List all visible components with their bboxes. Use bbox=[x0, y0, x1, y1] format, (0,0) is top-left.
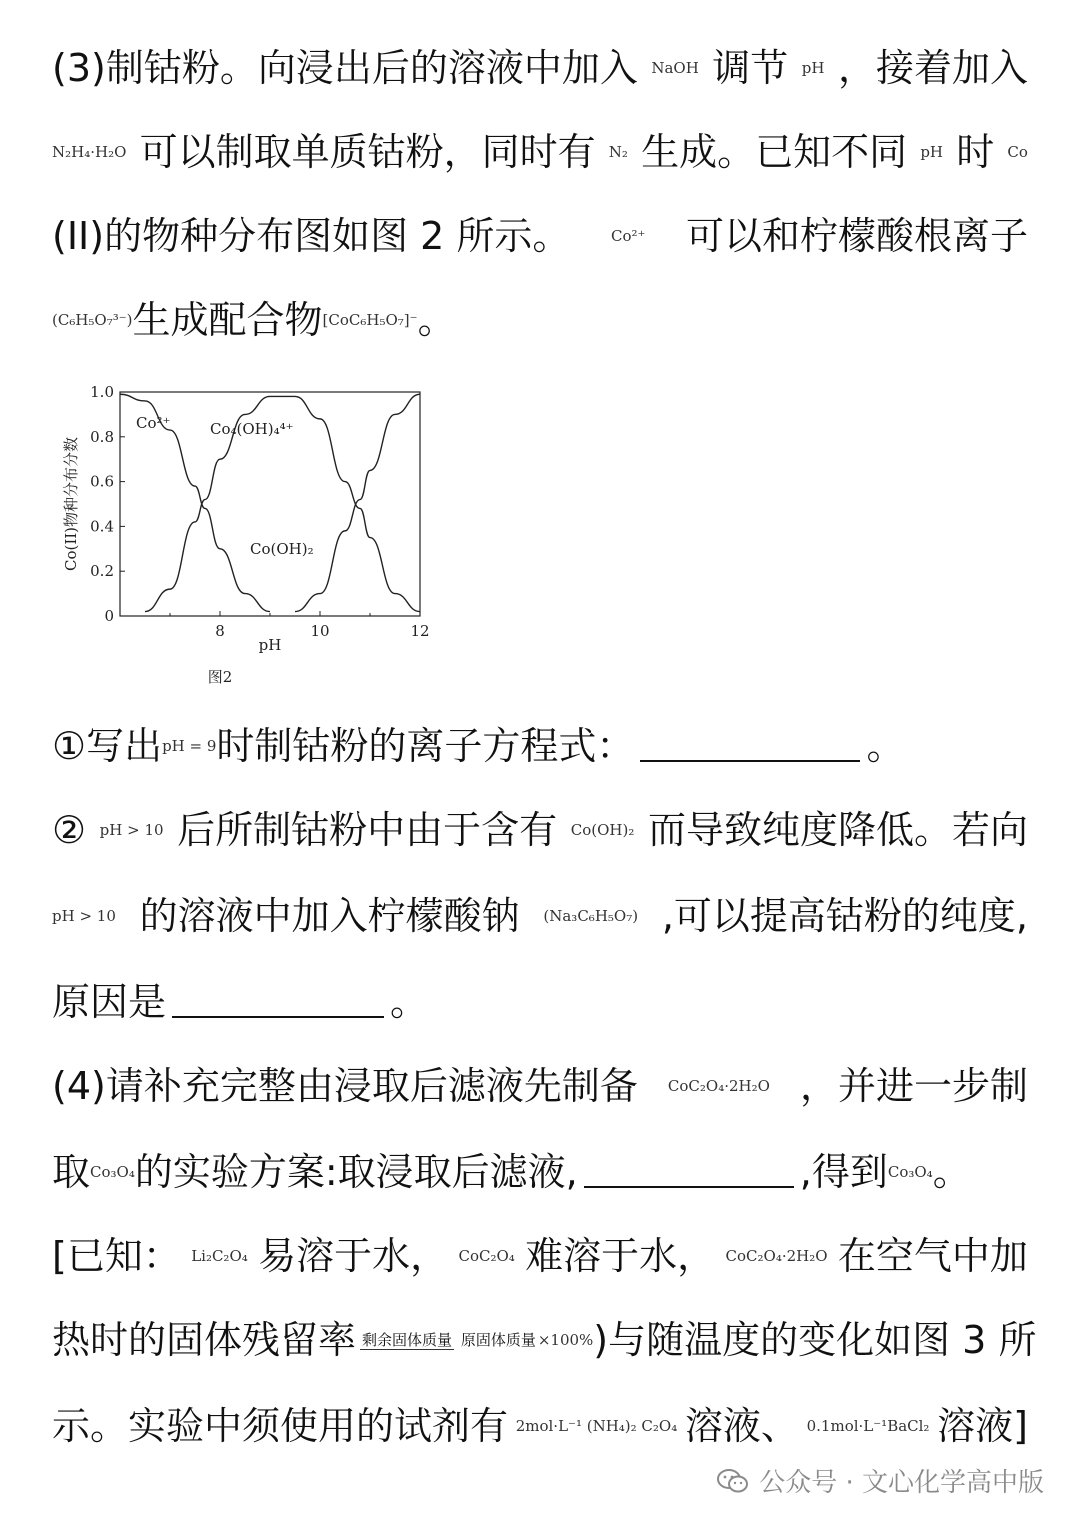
text-segment: 的实验方案:取浸取后滤液, bbox=[134, 1150, 578, 1194]
y-tick-label: 0.8 bbox=[90, 427, 114, 446]
formula: pH > 10 bbox=[52, 907, 116, 925]
y-tick-label: 1.0 bbox=[90, 383, 114, 401]
series-label-co2plus: Co²⁺ bbox=[136, 414, 171, 432]
text-segment: ,可以提高钴粉的纯度, bbox=[661, 894, 1028, 938]
fraction-denominator: 原固体质量 bbox=[460, 1330, 536, 1349]
answer-blank[interactable] bbox=[172, 986, 384, 1018]
formula: CoC₂O₄ bbox=[458, 1247, 515, 1265]
question-4-line-3 bbox=[52, 1226, 1028, 1286]
text-segment: 示。实验中须使用的试剂有 bbox=[52, 1404, 509, 1448]
x-axis-label: pH bbox=[258, 636, 282, 654]
formula: pH > 10 bbox=[99, 821, 164, 839]
question-2-line-2 bbox=[52, 886, 1028, 946]
text-segment: ，并进一步制 bbox=[799, 1064, 1028, 1108]
question-4-line-2 bbox=[52, 1142, 1028, 1202]
text-segment: 时制钴粉的离子方程式： bbox=[216, 724, 635, 768]
formula: CoC₂O₄·2H₂O bbox=[725, 1247, 828, 1265]
text-line-3 bbox=[52, 206, 1028, 266]
text-segment: 。 bbox=[932, 1150, 971, 1194]
text-segment: 生成配合物 bbox=[132, 298, 323, 342]
y-tick-label: 0 bbox=[104, 607, 114, 625]
text-segment: 在空气中加 bbox=[837, 1234, 1028, 1278]
text-segment: 。 bbox=[417, 298, 456, 342]
text-line-4 bbox=[52, 290, 1028, 350]
text-segment: ,得到 bbox=[799, 1150, 888, 1194]
text-segment: ①写出 bbox=[52, 724, 163, 768]
y-axis-label: Co(II)物种分布分数 bbox=[62, 436, 80, 572]
y-tick-label: 0.2 bbox=[90, 562, 114, 581]
formula: N₂H₄·H₂O bbox=[52, 143, 127, 161]
text-segment: 难溶于水， bbox=[525, 1234, 716, 1278]
watermark-text: 公众号 · 文心化学高中版 bbox=[759, 1468, 1044, 1498]
formula: Co₃O₄ bbox=[887, 1163, 933, 1181]
text-segment: [已知： bbox=[52, 1234, 181, 1278]
y-tick-label: 0.4 bbox=[90, 517, 114, 536]
text-segment: 溶液、 bbox=[684, 1404, 799, 1448]
wechat-icon bbox=[717, 1468, 749, 1494]
question-2-line-1 bbox=[52, 800, 1028, 860]
formula: Li₂C₂O₄ bbox=[191, 1247, 248, 1265]
answer-blank[interactable] bbox=[640, 730, 860, 762]
question-2-line-3 bbox=[52, 972, 1028, 1032]
formula: pH bbox=[920, 143, 944, 161]
formula: N₂ bbox=[608, 143, 628, 161]
text-segment: 而导致纯度降低。若向 bbox=[647, 808, 1028, 852]
fraction-numerator: 剩余固体质量 bbox=[362, 1330, 453, 1349]
text-line-2 bbox=[52, 122, 1028, 182]
question-4-line-4 bbox=[52, 1310, 1037, 1370]
text-segment: (II)的物种分布图如图 2 所示。 bbox=[52, 214, 571, 258]
y-tick-label: 0.6 bbox=[90, 472, 114, 491]
question-4-line-1 bbox=[52, 1056, 1028, 1116]
watermark bbox=[717, 1462, 1044, 1499]
text-segment: 调节 bbox=[712, 46, 789, 90]
formula: (C₆H₅O₇³⁻) bbox=[52, 311, 133, 329]
formula: [CoC₆H₅O₇]⁻ bbox=[322, 311, 418, 329]
series-line bbox=[295, 394, 420, 611]
text-segment: (4)请补充完整由浸取后滤液先制备 bbox=[52, 1064, 638, 1108]
formula: pH = 9 bbox=[162, 737, 217, 755]
text-segment: ，接着加入 bbox=[837, 46, 1028, 90]
formula: (Na₃C₆H₅O₇) bbox=[543, 907, 639, 925]
text-segment: )与随温度的变化如图 3 所 bbox=[593, 1318, 1037, 1362]
answer-blank[interactable] bbox=[584, 1156, 794, 1188]
x-tick-label: 12 bbox=[410, 622, 430, 640]
formula: Co(OH)₂ bbox=[570, 821, 635, 839]
text-segment: 易溶于水， bbox=[258, 1234, 449, 1278]
text-segment: 生成。已知不同 bbox=[641, 130, 908, 174]
x-tick-label: 10 bbox=[310, 622, 330, 640]
text-segment: 时 bbox=[956, 130, 995, 174]
text-segment: 可以制取单质钴粉，同时有 bbox=[139, 130, 596, 174]
formula: Co₃O₄ bbox=[90, 1163, 135, 1181]
text-segment: 溶液] bbox=[937, 1404, 1028, 1448]
text-segment: 。 bbox=[390, 980, 429, 1024]
formula: NaOH bbox=[651, 59, 699, 77]
text-segment: ② bbox=[52, 808, 87, 852]
text-segment: 后所制钴粉中由于含有 bbox=[177, 808, 558, 852]
fraction bbox=[360, 1331, 538, 1350]
text-line-1 bbox=[52, 38, 1028, 98]
formula: 2mol·L⁻¹ (NH₄)₂ C₂O₄ bbox=[515, 1417, 678, 1435]
text-segment: 可以和柠檬酸根离子 bbox=[685, 214, 1028, 258]
formula: 0.1mol·L⁻¹BaCl₂ bbox=[806, 1417, 930, 1435]
series-label-co4oh4: Co₄(OH)₄⁴⁺ bbox=[210, 420, 294, 438]
formula: Co²⁺ bbox=[610, 227, 646, 245]
text-segment: (3)制钴粉。向浸出后的溶液中加入 bbox=[52, 46, 638, 90]
formula: CoC₂O₄·2H₂O bbox=[667, 1077, 770, 1095]
text-segment: 热时的固体残留率 bbox=[52, 1318, 357, 1362]
figure-caption: 图2 bbox=[207, 668, 233, 686]
formula: pH bbox=[801, 59, 825, 77]
question-1-line bbox=[52, 716, 1028, 776]
formula: Co bbox=[1007, 143, 1028, 161]
text-segment: 。 bbox=[866, 724, 905, 768]
text-segment: 原因是 bbox=[52, 980, 167, 1024]
text-segment: 取 bbox=[52, 1150, 91, 1194]
text-segment: 的溶液中加入柠檬酸钠 bbox=[139, 894, 520, 938]
formula: ×100% bbox=[537, 1331, 594, 1349]
x-tick-label: 8 bbox=[215, 622, 225, 640]
question-4-line-5 bbox=[52, 1396, 1028, 1456]
series-label-cooh2: Co(OH)₂ bbox=[250, 540, 314, 558]
species-distribution-chart bbox=[58, 378, 458, 698]
